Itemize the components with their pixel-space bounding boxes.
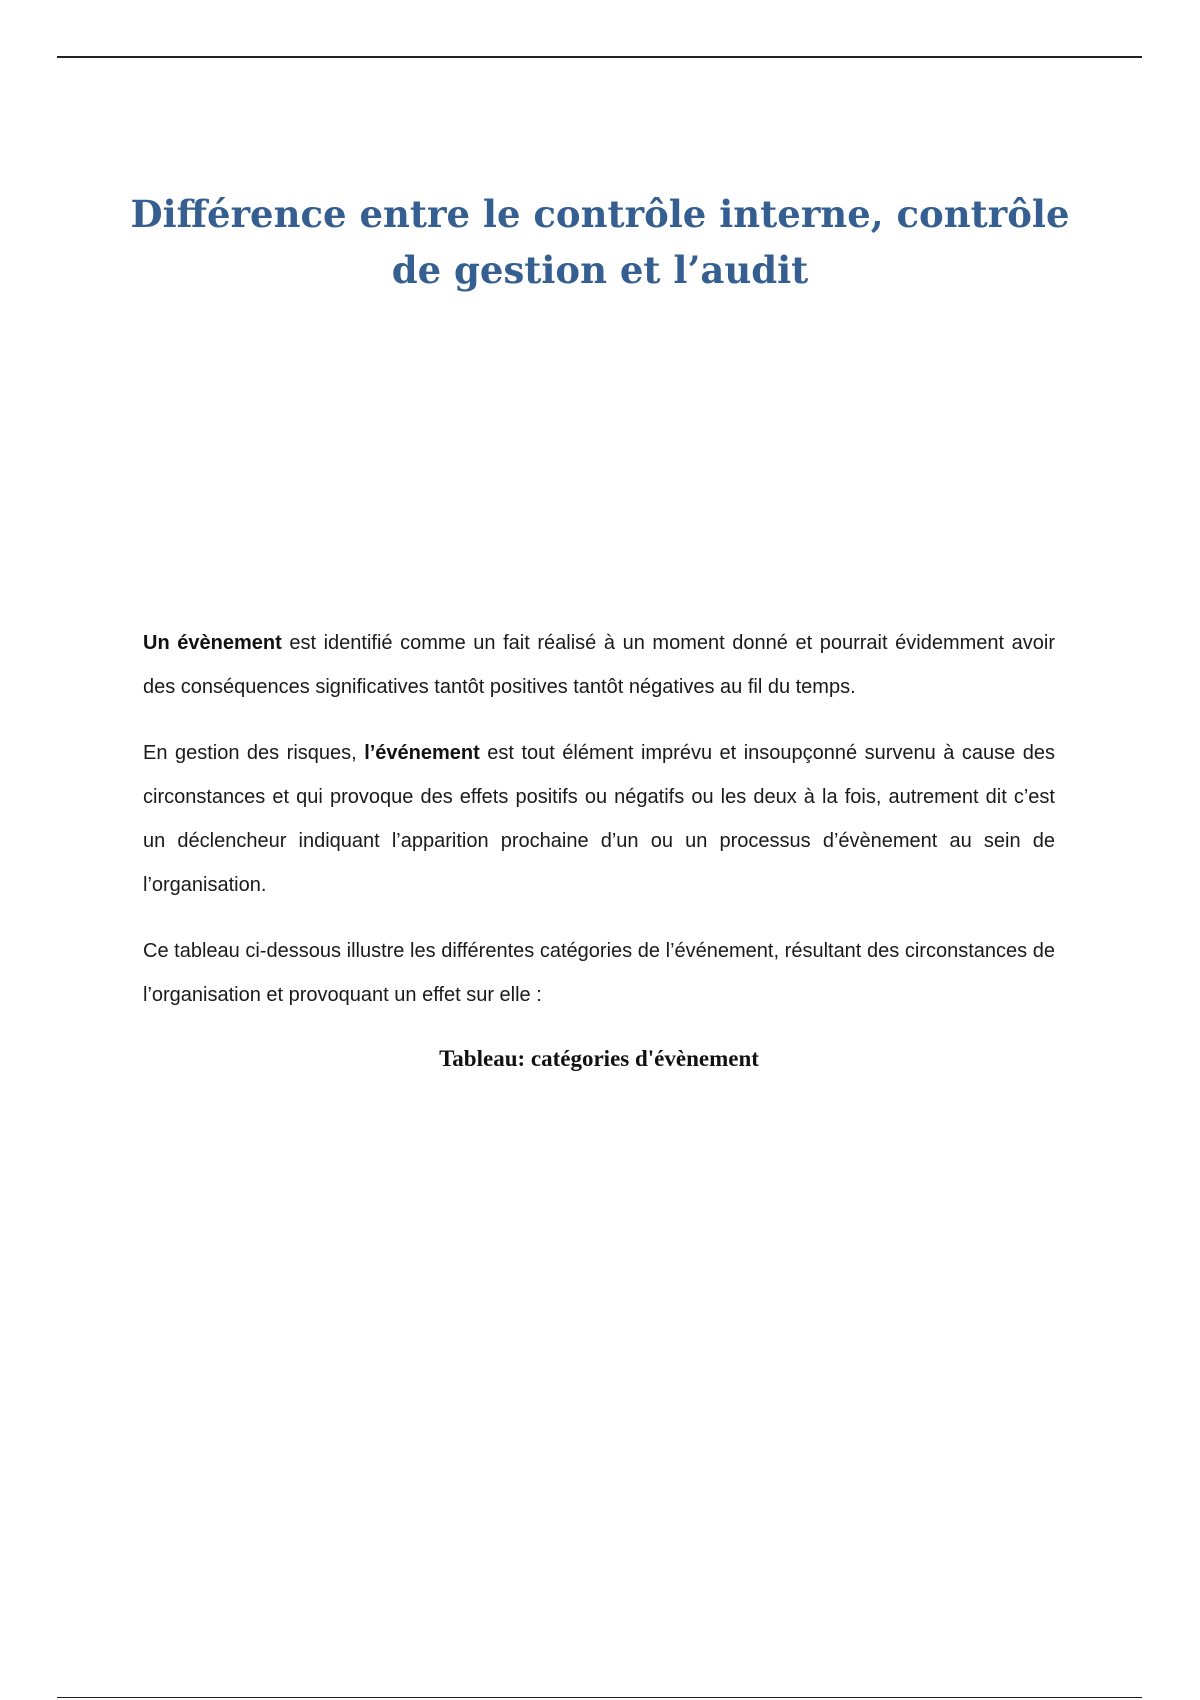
- paragraph-event-definition: [143, 621, 1055, 709]
- paragraph-text: est identifié comme un fait réalisé à un moment donné et pourrait évidemment avoir des conséquences significatives tantôt positives tantôt négatives au fil du temps.: [143, 632, 1055, 698]
- paragraph-risk-management: [143, 731, 1055, 907]
- term-evenement-risk: l’événement: [364, 742, 480, 764]
- document-body: [143, 621, 1055, 1079]
- footer-rule: [57, 1697, 1142, 1698]
- paragraph-text: est tout élément imprévu et insoupçonné survenu à cause des circonstances et qui provoque des effets positifs ou négatifs ou les deux à la fois, autrement dit c’est un déclencheur indiquant l’apparition prochaine d’un ou un processus d’évènement au sein de l’organisation.: [143, 742, 1055, 896]
- paragraph-table-intro: [143, 929, 1055, 1017]
- table-caption: Tableau: catégories d'évènement: [439, 1046, 759, 1071]
- term-evenement: Un évènement: [143, 632, 282, 654]
- document-title: Différence entre le contrôle interne, contrôle de gestion et l’audit: [130, 192, 1070, 292]
- paragraph-text: Ce tableau ci-dessous illustre les différentes catégories de l’événement, résultant des circonstances de l’organisation et provoquant un effet sur elle :: [143, 940, 1055, 1006]
- header-rule: [57, 56, 1142, 58]
- paragraph-intro: En gestion des risques,: [143, 742, 365, 764]
